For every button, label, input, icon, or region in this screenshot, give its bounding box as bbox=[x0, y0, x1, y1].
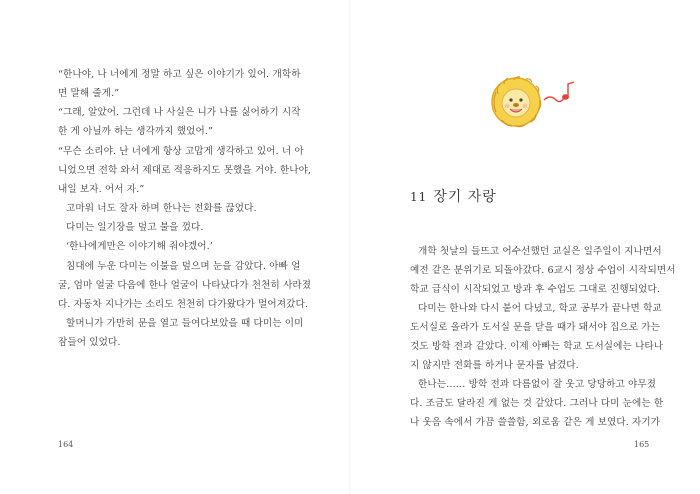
right-page bbox=[350, 0, 700, 494]
lion-icon bbox=[492, 77, 541, 127]
text-line: 나 웃음 속에서 가끔 쓸쓸함, 외로움 같은 게 보였다. 자기가 bbox=[410, 417, 661, 428]
text-line: 니었으면 전학 와서 제대로 적응하지도 못했을 거야. 한나야, bbox=[58, 165, 312, 176]
text-line: 다. 자동차 지나가는 소리도 천천히 다가왔다가 멀어져갔다. bbox=[58, 299, 309, 310]
text-line: 한나는…… 방학 전과 다름없이 잘 웃고 당당하고 야무졌 bbox=[418, 379, 657, 390]
text-line: 다. 조금도 달라진 게 없는 것 같았다. 그러나 다미 눈에는 한 bbox=[410, 398, 664, 409]
text-line: 개학 첫날의 들뜨고 어수선했던 교실은 일주일이 지나면서 bbox=[418, 246, 662, 257]
text-line: 면 말해 줄게.” bbox=[58, 88, 120, 99]
page-number: 165 bbox=[634, 440, 650, 449]
text-line: 예전 같은 분위기로 되돌아갔다. 6교시 정상 수업이 시작되면서 bbox=[410, 265, 676, 276]
text-line: 잠들어 있었다. bbox=[58, 337, 121, 348]
chapter-title-text: 장기 자랑 bbox=[433, 189, 497, 205]
text-line: “무슨 소리야. 난 너에게 항상 고맙게 생각하고 있어. 너 아 bbox=[58, 146, 304, 157]
text-line: 굴, 엄마 얼굴 다음에 한나 얼굴이 나타났다가 천천히 사라졌 bbox=[58, 280, 312, 291]
text-line: 다미는 한나와 다시 붙어 다녔고, 학교 공부가 끝나면 학교 bbox=[418, 303, 662, 314]
text-line: “그래, 알았어. 그런데 나 사실은 니가 나를 싫어하기 시작 bbox=[58, 107, 301, 118]
text-line: 내일 보자. 어서 자.” bbox=[58, 184, 145, 195]
text-line: ‘한나에게만은 이야기해 줘야겠어.’ bbox=[66, 241, 213, 252]
text-line: 것도 방학 전과 같았다. 이제 아빠는 학교 도서실에는 나타나 bbox=[410, 341, 664, 352]
text-line: 할머니가 가만히 문을 열고 들여다보았을 때 다미는 이미 bbox=[66, 318, 304, 329]
text-line: 다미는 일기장을 덮고 불을 껐다. bbox=[66, 222, 204, 233]
text-line: 도서실로 올라가 도서실 문을 닫을 때가 돼서야 집으로 가는 bbox=[410, 322, 661, 333]
music-note-icon bbox=[544, 82, 574, 102]
text-line: 고마워 너도 잘자 하며 한나는 전화를 끊었다. bbox=[66, 203, 257, 214]
text-line: “한나야, 나 너에게 정말 하고 싶은 이야기가 있어. 개학하 bbox=[58, 69, 301, 80]
text-line: 지 않지만 전화를 하거나 문자를 남겼다. bbox=[410, 360, 579, 371]
lion-illustration bbox=[486, 70, 576, 140]
text-line: 한 게 아닐까 하는 생각까지 했었어.” bbox=[58, 126, 214, 137]
text-line: 침대에 누운 다미는 이불을 덮으며 눈을 감았다. 아빠 얼 bbox=[66, 261, 301, 272]
page-number: 164 bbox=[58, 440, 74, 449]
chapter-number: 11 bbox=[410, 190, 428, 204]
chapter-title bbox=[410, 186, 497, 206]
text-line: 학교 급식이 시작되었고 방과 후 수업도 그대로 진행되었다. bbox=[410, 284, 661, 295]
